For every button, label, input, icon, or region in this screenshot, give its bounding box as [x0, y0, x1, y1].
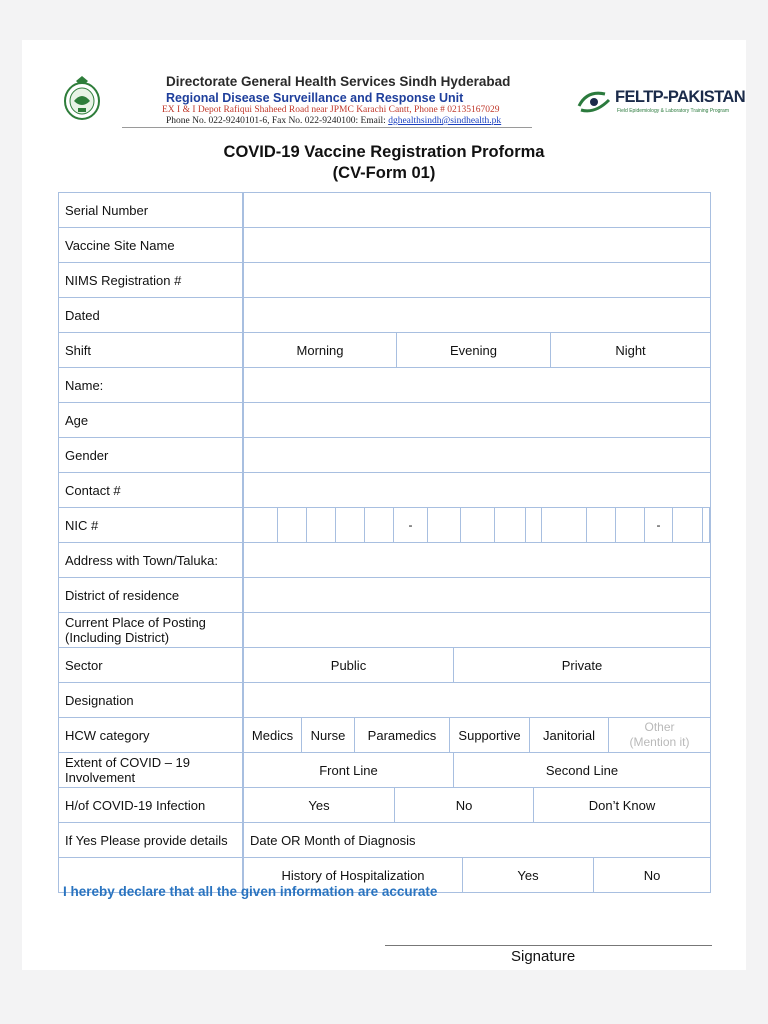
nic-digit-box[interactable]	[495, 508, 526, 542]
hcw-option-paramedics[interactable]: Paramedics	[355, 718, 450, 752]
field-dated[interactable]	[244, 298, 710, 332]
row-age	[58, 403, 711, 438]
field-district[interactable]	[244, 578, 710, 612]
hcw-option-nurse[interactable]: Nurse	[302, 718, 355, 752]
infection-option-yes[interactable]: Yes	[244, 788, 395, 822]
hospitalization-option-yes[interactable]: Yes	[463, 858, 594, 892]
shift-option-night[interactable]: Night	[615, 342, 646, 358]
label-designation: Designation	[59, 683, 244, 717]
label-posting-line1: Current Place of Posting	[65, 615, 206, 630]
header-contact	[166, 116, 501, 126]
header-directorate: Directorate General Health Services Sindh Hyderabad	[166, 74, 511, 89]
extent-option-second-line[interactable]: Second Line	[545, 762, 619, 778]
signature-label: Signature	[511, 948, 576, 965]
field-designation[interactable]	[244, 683, 710, 717]
label-dated: Dated	[59, 298, 244, 332]
row-gender	[58, 438, 711, 473]
row-sector	[58, 648, 711, 683]
feltp-logo	[575, 86, 746, 120]
nic-digit-box[interactable]	[526, 508, 542, 542]
nic-digit-box[interactable]	[542, 508, 587, 542]
row-serial-number	[58, 193, 711, 228]
label-district: District of residence	[59, 578, 244, 612]
field-vaccine-site[interactable]	[244, 228, 710, 262]
shift-option-evening[interactable]: Evening	[397, 333, 551, 367]
row-address	[58, 543, 711, 578]
label-extent-line1: Extent of COVID – 19	[65, 755, 191, 770]
nic-digit-box[interactable]	[587, 508, 616, 542]
row-shift	[58, 333, 711, 368]
sector-option-public[interactable]: Public	[244, 648, 454, 682]
nic-digit-box[interactable]	[307, 508, 336, 542]
label-age: Age	[59, 403, 244, 437]
field-posting[interactable]	[244, 613, 710, 647]
field-nims-registration[interactable]	[244, 263, 710, 297]
label-nic: NIC #	[59, 508, 244, 542]
label-address: Address with Town/Taluka:	[59, 543, 244, 577]
label-posting-line2: (Including District)	[65, 630, 170, 645]
nic-digit-box[interactable]	[336, 508, 365, 542]
label-shift: Shift	[59, 333, 244, 367]
hcw-option-supportive[interactable]: Supportive	[450, 718, 530, 752]
feltp-logo-subtext: Field Epidemiology & Laboratory Training Program	[617, 108, 729, 114]
row-hcw-category	[58, 718, 711, 753]
label-name: Name:	[59, 368, 244, 402]
row-nic	[58, 508, 711, 543]
hospitalization-label: History of Hospitalization	[244, 858, 463, 892]
row-posting	[58, 613, 711, 648]
label-posting	[59, 613, 244, 647]
field-gender[interactable]	[244, 438, 710, 472]
government-seal-icon	[62, 75, 102, 121]
row-if-yes-details	[58, 823, 711, 858]
hcw-other-label: Other	[644, 720, 675, 734]
feltp-logo-icon	[575, 88, 613, 116]
header-phone: Phone No. 022-9240101-6, Fax No. 022-9240100: Email:	[166, 116, 389, 126]
row-designation	[58, 683, 711, 718]
hospitalization-option-no[interactable]: No	[643, 867, 661, 883]
header-address: EX I & I Depot Rafiqui Shaheed Road near JPMC Karachi Cantt, Phone # 02135167029	[162, 105, 500, 115]
field-age[interactable]	[244, 403, 710, 437]
nic-digit-box[interactable]	[365, 508, 394, 542]
nic-digit-box[interactable]	[461, 508, 495, 542]
nic-digit-box[interactable]	[616, 508, 645, 542]
form-code: (CV-Form 01)	[332, 164, 436, 182]
row-vaccine-site	[58, 228, 711, 263]
row-nims-registration	[58, 263, 711, 298]
feltp-logo-text: FELTP-PAKISTAN	[615, 88, 746, 106]
row-extent-involvement	[58, 753, 711, 788]
row-contact	[58, 473, 711, 508]
form-title: COVID-19 Vaccine Registration Proforma	[223, 143, 545, 161]
nic-digit-box[interactable]	[278, 508, 307, 542]
nic-digit-box[interactable]	[244, 508, 278, 542]
label-nims-registration: NIMS Registration #	[59, 263, 244, 297]
field-contact[interactable]	[244, 473, 710, 507]
label-extent-involvement	[59, 753, 244, 787]
label-covid-infection: H/of COVID-19 Infection	[59, 788, 244, 822]
hcw-option-medics[interactable]: Medics	[244, 718, 302, 752]
sector-option-private[interactable]: Private	[561, 657, 603, 673]
field-name[interactable]	[244, 368, 710, 402]
label-contact: Contact #	[59, 473, 244, 507]
infection-option-dont-know[interactable]: Don’t Know	[588, 797, 656, 813]
hcw-option-janitorial[interactable]: Janitorial	[530, 718, 609, 752]
nic-digit-box[interactable]	[428, 508, 461, 542]
declaration-text: I hereby declare that all the given information are accurate	[63, 884, 438, 899]
nic-separator: -	[394, 508, 428, 542]
row-covid-infection	[58, 788, 711, 823]
header-rule	[122, 127, 532, 128]
row-name	[58, 368, 711, 403]
hcw-option-other[interactable]	[609, 718, 710, 752]
label-serial-number: Serial Number	[59, 193, 244, 227]
row-dated	[58, 298, 711, 333]
label-hcw-category: HCW category	[59, 718, 244, 752]
row-district	[58, 578, 711, 613]
field-address[interactable]	[244, 543, 710, 577]
shift-option-morning[interactable]: Morning	[244, 333, 397, 367]
nic-digit-box[interactable]	[673, 508, 703, 542]
label-sector: Sector	[59, 648, 244, 682]
label-if-yes-details: If Yes Please provide details	[59, 823, 244, 857]
label-vaccine-site: Vaccine Site Name	[59, 228, 244, 262]
signature-line[interactable]	[385, 945, 712, 946]
header-unit: Regional Disease Surveillance and Response Unit	[166, 91, 464, 105]
label-extent-line2: Involvement	[65, 770, 136, 785]
field-date-of-diagnosis[interactable]: Date OR Month of Diagnosis	[250, 832, 416, 848]
nic-digit-box[interactable]	[703, 508, 710, 542]
field-serial-number[interactable]	[244, 193, 710, 227]
infection-option-no[interactable]: No	[395, 788, 534, 822]
extent-option-front-line[interactable]: Front Line	[244, 753, 454, 787]
label-gender: Gender	[59, 438, 244, 472]
registration-form-table	[58, 192, 711, 893]
nic-separator: -	[645, 508, 673, 542]
hcw-other-hint: (Mention it)	[629, 735, 690, 749]
header-email-link[interactable]: dghealthsindh@sindhealth.pk	[388, 116, 502, 126]
